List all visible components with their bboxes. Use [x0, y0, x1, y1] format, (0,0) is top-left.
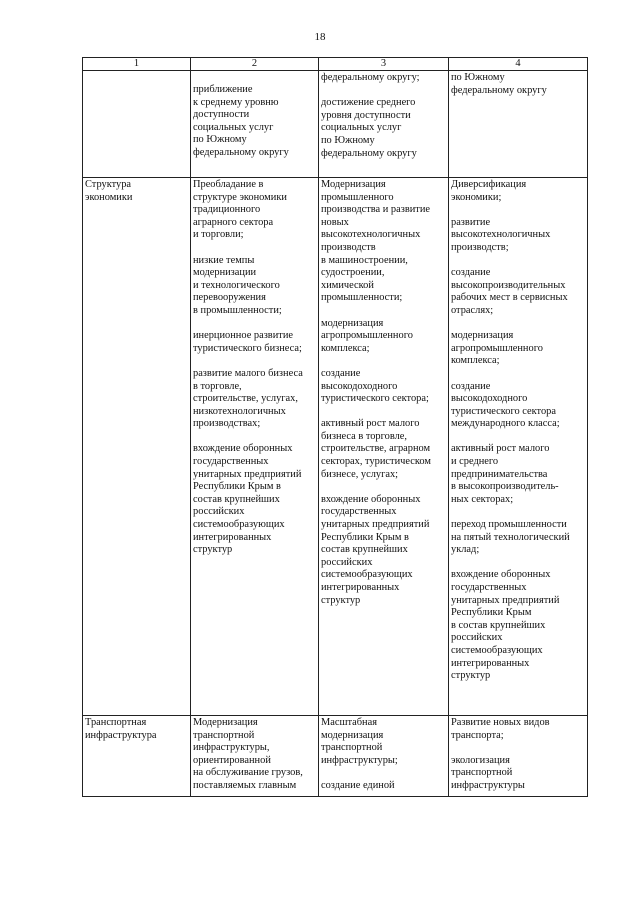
cell-text-line: интегрированных	[321, 582, 400, 593]
cell-text-line: транспортной	[321, 742, 383, 754]
cell-text-line: в высокопроизводитель-	[451, 481, 559, 493]
cell-row2-col3	[319, 178, 449, 716]
cell-text-line: вхождение оборонных	[451, 569, 551, 581]
cell-text-line: состав крупнейших	[321, 544, 408, 556]
cell-text-line: отраслях;	[451, 304, 494, 316]
cell-text-line: низкотехнологичных	[193, 405, 286, 417]
cell-text-line: российских	[193, 506, 245, 518]
cell-text-line: традиционного	[193, 204, 261, 216]
column-header-2: 2	[191, 58, 319, 71]
cell-text-line: экономики;	[451, 191, 502, 203]
cell-text-line: состав крупнейших	[193, 493, 280, 505]
paragraph-gap	[321, 85, 446, 98]
cell-row3-col3	[319, 716, 449, 797]
cell-text-line: высокотехнологичных	[451, 229, 551, 241]
cell-text-line: федеральному округу	[193, 146, 289, 158]
cell-text-line: промышленного	[321, 191, 394, 203]
cell-text-line: вхождение оборонных	[321, 493, 421, 505]
cell-text-line: государственных	[193, 456, 269, 468]
cell-text-line: федеральному округу;	[321, 72, 420, 83]
cell-text-line: вхождение оборонных	[193, 443, 293, 455]
cell-text-line: ориентированной	[193, 754, 271, 766]
cell-text-line: Транспортная	[85, 717, 147, 728]
cell-text-line: производства и развитие	[321, 204, 431, 216]
paragraph-gap	[451, 318, 585, 331]
paragraph-gap	[451, 255, 585, 268]
cell-text-line: и технологического	[193, 279, 280, 291]
cell-text-line: на обслуживание грузов,	[193, 767, 303, 779]
cell-text-line: унитарных предприятий	[451, 594, 560, 606]
cell-row3-col1	[83, 716, 191, 797]
cell-text-line: российских	[451, 632, 503, 644]
cell-text-line: унитарных предприятий	[193, 468, 302, 480]
cell-text-line: судостроении,	[321, 267, 385, 279]
cell-row3-col2	[191, 716, 319, 797]
cell-text-line: уклад;	[451, 544, 480, 556]
cell-text-line: Республики Крым	[451, 607, 532, 619]
cell-text-line: модернизации	[193, 267, 257, 279]
paragraph-gap	[451, 368, 585, 381]
cell-text-line: Республики Крым в	[321, 531, 409, 543]
cell-text-line: создание	[321, 367, 361, 379]
cell-text-line: переход промышленности	[451, 519, 567, 531]
table-row-transport-infrastructure	[83, 716, 588, 797]
cell-text-line: создание единой	[321, 779, 395, 791]
cell-text-line: агропромышленного	[321, 330, 413, 342]
paragraph-gap	[451, 742, 585, 755]
cell-row1-col1	[83, 71, 191, 178]
cell-text-line: Масштабная	[321, 717, 377, 728]
paragraph-gap	[193, 318, 316, 331]
cell-text-line: инфраструктуры,	[193, 742, 270, 754]
cell-text-line: государственных	[321, 506, 397, 518]
cell-text-line: достижение среднего	[321, 97, 416, 109]
cell-text-line: Модернизация	[193, 717, 258, 728]
cell-row1-col3	[319, 71, 449, 178]
cell-text-line: по Южному	[193, 134, 247, 146]
cell-text-line: структур	[321, 594, 361, 606]
page-number: 18	[314, 31, 326, 43]
cell-text-line: федеральному округу	[321, 147, 417, 159]
cell-text-line: строительстве, услугах,	[193, 393, 298, 405]
cell-text-line: высокотехнологичных	[321, 229, 421, 241]
cell-text-line: высокодоходного	[451, 393, 528, 405]
cell-text-line: рабочих мест в сервисных	[451, 292, 568, 304]
cell-row3-col4	[449, 716, 588, 797]
cell-row2-col2	[191, 178, 319, 716]
cell-text-line: инерционное развитие	[193, 330, 293, 342]
cell-text-line: бизнесе, услугах;	[321, 468, 399, 480]
cell-text-line: поставляемых главным	[193, 779, 297, 791]
cell-text-line: агропромышленного	[451, 342, 543, 354]
cell-text-line: производств;	[451, 241, 509, 253]
cell-text-line: туристического сектора	[451, 405, 556, 417]
cell-text-line: низкие темпы	[193, 254, 255, 266]
cell-text-line: транспортной	[193, 729, 255, 741]
cell-row2-col4	[449, 178, 588, 716]
paragraph-gap	[321, 767, 446, 780]
cell-text-line: социальных услуг	[193, 121, 274, 133]
cell-text-line: туристического сектора;	[321, 393, 429, 405]
cell-text-line: создание	[451, 267, 491, 279]
paragraph-gap	[321, 406, 446, 419]
cell-row1-col2	[191, 71, 319, 178]
table-row-social-services	[83, 71, 588, 178]
strategy-table	[82, 57, 588, 797]
cell-text-line: активный рост малого	[451, 443, 550, 455]
paragraph-gap	[451, 204, 585, 217]
cell-text-line: унитарных предприятий	[321, 519, 430, 531]
cell-text-line: в состав крупнейших	[451, 619, 546, 631]
cell-text-line: предпринимательства	[451, 468, 548, 480]
cell-text-line: экологизация	[451, 754, 510, 766]
cell-text-line: структур	[451, 670, 491, 682]
cell-text-line: в машиностроении,	[321, 254, 408, 266]
cell-text-line: модернизация	[321, 317, 384, 329]
cell-text-line: инфраструктуры	[451, 779, 525, 791]
cell-text-line: Развитие новых видов	[451, 717, 550, 728]
column-header-1: 1	[83, 58, 191, 71]
cell-text-line: и среднего	[451, 456, 499, 468]
paragraph-gap	[451, 557, 585, 570]
paragraph-gap	[193, 355, 316, 368]
paragraph-gap	[321, 355, 446, 368]
column-header-3: 3	[319, 58, 449, 71]
paragraph-gap	[321, 305, 446, 318]
cell-text-line: Республики Крым в	[193, 481, 281, 493]
cell-text-line: химической	[321, 279, 374, 291]
cell-text-line: к среднему уровню	[193, 96, 279, 108]
cell-text-line: государственных	[451, 582, 527, 593]
cell-text-line: комплекса;	[321, 342, 370, 354]
cell-text-line: Структура	[85, 179, 132, 190]
cell-text-line: секторах, туристическом	[321, 456, 431, 468]
cell-text-line: комплекса;	[451, 355, 500, 367]
cell-text-line: транспортной	[451, 767, 513, 779]
cell-text-line: приближение	[193, 84, 253, 95]
cell-text-line: создание	[451, 380, 491, 392]
paragraph-gap	[193, 242, 316, 255]
cell-text-line: инфраструктуры;	[321, 754, 398, 766]
cell-text-line: ных секторах;	[451, 493, 514, 505]
cell-row1-col4	[449, 71, 588, 178]
cell-text-line: новых	[321, 216, 349, 228]
cell-text-line: высокопроизводительных	[451, 279, 566, 291]
column-header-4: 4	[449, 58, 588, 71]
cell-text-line: и торговли;	[193, 229, 244, 241]
cell-text-line: уровня доступности	[321, 109, 411, 121]
cell-text-line: структуре экономики	[193, 191, 287, 203]
cell-text-line: в торговле,	[193, 380, 242, 392]
table-header-row	[83, 58, 588, 71]
cell-text-line: социальных услуг	[321, 122, 402, 134]
cell-row2-col1	[83, 178, 191, 716]
paragraph-gap	[321, 481, 446, 494]
cell-text-line: производств	[321, 241, 376, 253]
cell-text-line: активный рост малого	[321, 418, 420, 430]
cell-text-line: по Южному	[321, 134, 375, 146]
cell-text-line: развитие	[451, 216, 491, 228]
cell-text-line: по Южному	[451, 72, 505, 83]
cell-text-line: федеральному округу	[451, 84, 547, 96]
cell-text-line: Диверсификация	[451, 179, 527, 190]
cell-text-line: доступности	[193, 109, 250, 121]
cell-text-line: системообразующих	[451, 644, 543, 656]
cell-text-line: в промышленности;	[193, 304, 282, 316]
cell-text-line: Преобладание в	[193, 179, 264, 190]
cell-text-line: транспорта;	[451, 729, 504, 741]
paragraph-gap	[451, 506, 585, 519]
cell-text-line: интегрированных	[451, 657, 530, 669]
cell-text-line: бизнеса в торговле,	[321, 430, 407, 442]
cell-text-line: на пятый технологический	[451, 531, 570, 543]
cell-text-line: строительстве, аграрном	[321, 443, 431, 455]
cell-text-line: модернизация	[451, 330, 514, 342]
cell-text-line: производствах;	[193, 418, 261, 430]
cell-text-line: международного класса;	[451, 418, 560, 430]
cell-text-line: интегрированных	[193, 531, 272, 543]
cell-text-line: российских	[321, 556, 373, 568]
cell-text-line: промышленности;	[321, 292, 403, 304]
cell-text-line: системообразующих	[321, 569, 413, 581]
cell-text-line: модернизация	[321, 729, 384, 741]
cell-text-line: перевооружения	[193, 292, 266, 304]
cell-text-line: высокодоходного	[321, 380, 398, 392]
cell-text-line: инфраструктура	[85, 729, 157, 741]
cell-text-line: аграрного сектора	[193, 216, 274, 228]
cell-text-line: Модернизация	[321, 179, 386, 190]
table-row-economy-structure	[83, 178, 588, 716]
cell-text-line: структур	[193, 544, 233, 556]
cell-text-line: туристического бизнеса;	[193, 342, 302, 354]
cell-text-line: системообразующих	[193, 519, 285, 531]
cell-text-line: развитие малого бизнеса	[193, 367, 303, 379]
cell-text-line: экономики	[85, 191, 133, 203]
paragraph-gap	[193, 431, 316, 444]
paragraph-gap	[451, 431, 585, 444]
